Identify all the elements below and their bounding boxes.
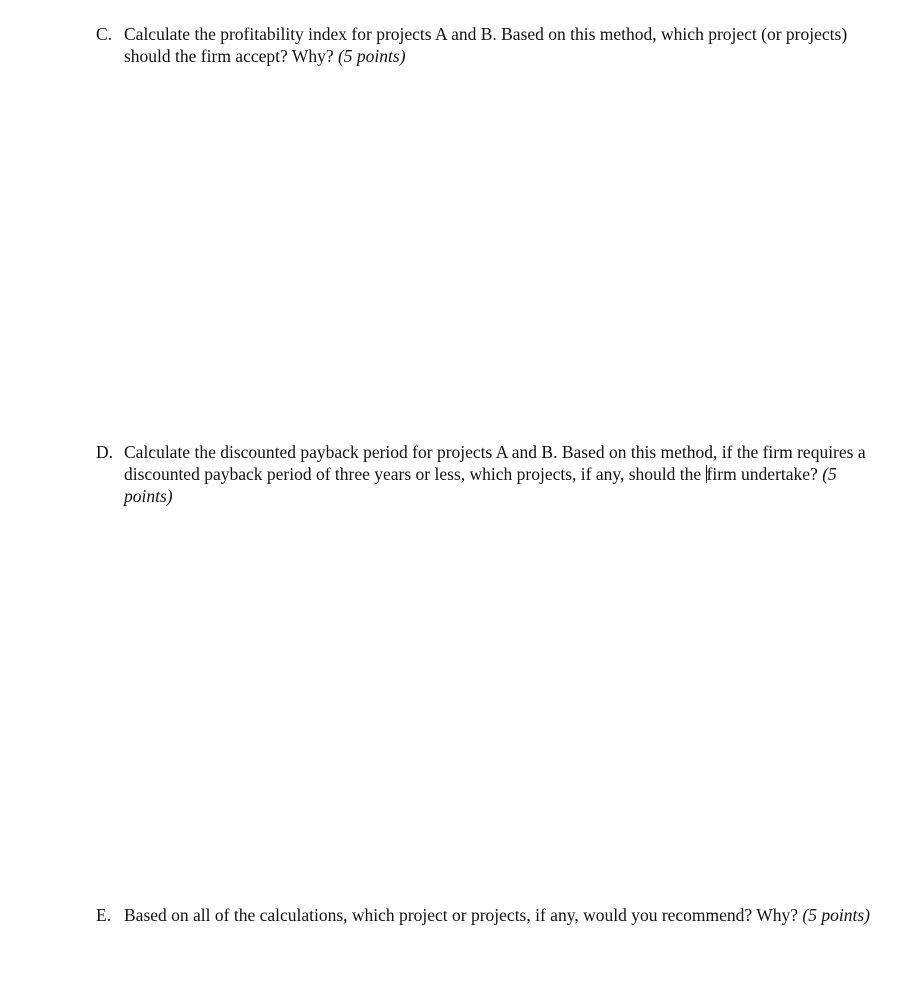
question-d-letter: D. [96,442,114,462]
question-e [96,904,886,926]
question-e-text: Based on all of the calculations, which project or projects, if any, would you recommend? Why? [124,905,803,925]
question-d [96,441,886,507]
question-c-body [124,23,886,67]
question-d-points: (5 points) [124,464,837,506]
question-d-text-continued: firm undertake? [706,464,823,484]
question-d-body[interactable] [124,441,886,507]
question-c-text: Calculate the profitability index for projects A and B. Based on this method, which project (or projects) should the firm accept? Why? [124,24,848,66]
question-c-points: (5 points) [337,46,406,66]
question-d-text: Calculate the discounted payback period for projects A and B. Based on this method, if the firm requires a discounted payback period of three years or less, which projects, if any, should the [124,442,866,484]
question-e-body [124,904,886,926]
question-c [96,23,886,67]
question-e-letter: E. [96,905,112,925]
question-c-letter: C. [96,24,113,44]
question-e-points: (5 points) [802,905,870,925]
